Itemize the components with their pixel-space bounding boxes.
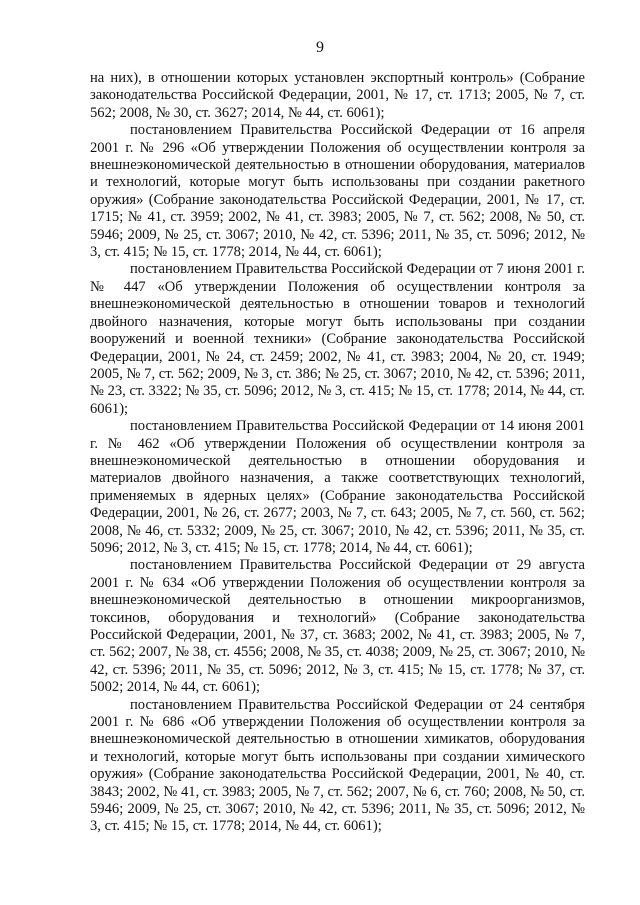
paragraph-resolution-296: постановлением Правительства Российской Федерации от 16 апреля 2001 г. № 296 «Об утверждении Положения об осуществлении контроля за внешнеэкономической деятельностью в отношении оборудования, материалов и технологий, которые могут быть использованы при создании ракетного оружия» (Собрание законодательства Российской Федерации, 2001, № 17, ст. 1715; № 41, ст. 3959; 2002, № 41, ст. 3983; 2005, № 7, ст. 562; 2008, № 50, ст. 5946; 2009, № 25, ст. 3067; 2010, № 42, ст. 5396; 2011, № 35, ст. 5096; 2012, № 3, ст. 415; № 15, ст. 1778; 2014, № 44, ст. 6061); (90, 122, 585, 261)
document-body (90, 70, 585, 836)
paragraph-resolution-447: постановлением Правительства Российской Федерации от 7 июня 2001 г. № 447 «Об утверждении Положения об осуществлении контроля за внешнеэкономической деятельностью в отношении товаров и технологий двойного назначения, которые могут быть использованы при создании вооружений и военной техники» (Собрание законодательства Российской Федерации, 2001, № 24, ст. 2459; 2002, № 41, ст. 3983; 2004, № 20, ст. 1949; 2005, № 7, ст. 562; 2009, № 3, ст. 386; № 25, ст. 3067; 2010, № 42, ст. 5396; 2011, № 23, ст. 3322; № 35, ст. 5096; 2012, № 3, ст. 415; № 15, ст. 1778; 2014, № 44, ст. 6061); (90, 261, 585, 417)
paragraph-continuation: на них), в отношении которых установлен экспортный контроль» (Собрание законодательства Российской Федерации, 2001, № 17, ст. 1713; 2005, № 7, ст. 562; 2008, № 30, ст. 3627; 2014, № 44, ст. 6061); (90, 70, 585, 121)
paragraph-resolution-686: постановлением Правительства Российской Федерации от 24 сентября 2001 г. № 686 «Об утверждении Положения об осуществлении контроля за внешнеэкономической деятельностью в отношении химикатов, оборудования и технологий, которые могут быть использованы при создании химического оружия» (Собрание законодательства Российской Федерации, 2001, № 40, ст. 3843; 2002, № 41, ст. 3983; 2005, № 7, ст. 562; 2007, № 6, ст. 760; 2008, № 50, ст. 5946; 2009, № 25, ст. 3067; 2010, № 42, ст. 5396; 2011, № 35, ст. 5096; 2012, № 3, ст. 415; № 15, ст. 1778; 2014, № 44, ст. 6061); (90, 696, 585, 835)
page-number: 9 (316, 39, 324, 56)
paragraph-resolution-634: постановлением Правительства Российской Федерации от 29 августа 2001 г. № 634 «Об утверждении Положения об осуществлении контроля за внешнеэкономической деятельностью в отношении микроорганизмов, токсинов, оборудования и технологий» (Собрание законодательства Российской Федерации, 2001, № 37, ст. 3683; 2002, № 41, ст. 3983; 2005, № 7, ст. 562; 2007, № 38, ст. 4556; 2008, № 35, ст. 4038; 2009, № 25, ст. 3067; 2010, № 42, ст. 5396; 2011, № 35, ст. 5096; 2012, № 3, ст. 415; № 15, ст. 1778; № 37, ст. 5002; 2014, № 44, ст. 6061); (90, 557, 585, 696)
paragraph-resolution-462: постановлением Правительства Российской Федерации от 14 июня 2001 г. № 462 «Об утверждении Положения об осуществлении контроля за внешнеэкономической деятельностью в отношении оборудования и материалов двойного назначения, а также соответствующих технологий, применяемых в ядерных целях» (Собрание законодательства Российской Федерации, 2001, № 26, ст. 2677; 2003, № 7, ст. 643; 2005, № 7, ст. 560, ст. 562; 2008, № 46, ст. 5332; 2009, № 25, ст. 3067; 2010, № 42, ст. 5396; 2011, № 35, ст. 5096; 2012, № 3, ст. 415; № 15, ст. 1778; 2014, № 44, ст. 6061); (90, 418, 585, 556)
